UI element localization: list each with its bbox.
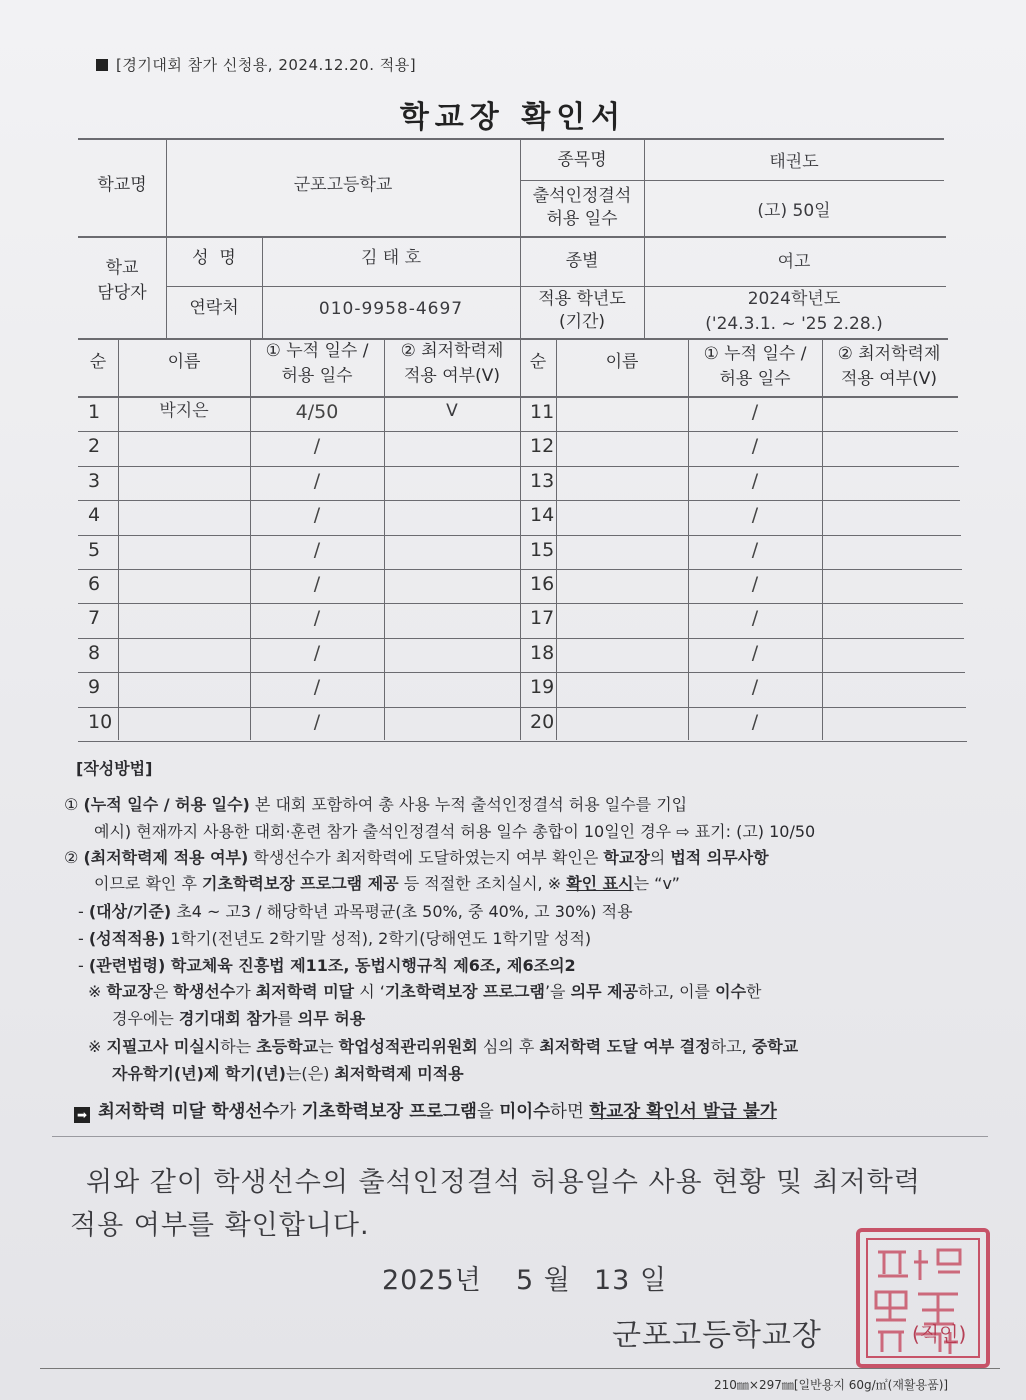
header-name-right: 이름 [605, 352, 639, 372]
instructions-title: [작성방법] [76, 759, 153, 778]
division-label: 종별 [565, 251, 599, 271]
row-number: 15 [530, 538, 555, 561]
row-number: 10 [88, 710, 113, 733]
days-cell: / [313, 607, 321, 630]
header-days-right-2: 허용 일수 [719, 369, 791, 389]
header-min-right-1: ② 최저학력제 [837, 344, 941, 364]
school-name-value: 군포고등학교 [293, 175, 393, 195]
days-cell: / [313, 538, 321, 561]
row-number: 9 [88, 676, 101, 699]
school-name-label: 학교명 [97, 175, 147, 195]
days-cell: / [751, 573, 759, 595]
days-cell: / [751, 710, 759, 733]
days-cell: / [751, 435, 759, 458]
days-cell: / [313, 641, 321, 664]
row-number: 16 [530, 573, 555, 595]
header-min-right-2: 적용 여부(V) [841, 369, 937, 389]
manager-label-2: 담당자 [97, 283, 147, 303]
date-day: 13 일 [594, 1265, 668, 1296]
date-month: 5 월 [516, 1265, 571, 1296]
paper-spec: 210㎜×297㎜[일반용지 60g/㎡(재활용품)] [714, 1378, 949, 1392]
form-usage-tag [96, 54, 416, 75]
instruction-line-3: ② (최저학력제 적용 여부) 학생선수가 최저학력에 도달하였는지 여부 확인은 학교장의 법적 의무사항 [64, 848, 769, 867]
confirm-line-1: 위와 같이 학생선수의 출석인정결석 허용일수 사용 현황 및 최저학력 [86, 1167, 921, 1198]
days-cell: / [751, 504, 759, 527]
square-bullet-icon [96, 59, 108, 71]
days-cell: / [313, 469, 321, 492]
row-number: 3 [88, 469, 101, 492]
header-no-right: 순 [529, 352, 547, 372]
row-number: 13 [530, 469, 555, 492]
row-number: 12 [530, 435, 555, 458]
instruction-line-12: ➡ 최저학력 미달 학생선수가 기초학력보장 프로그램을 미이수하면 학교장 확인서 발급 불가 [74, 1098, 777, 1123]
days-cell: / [313, 573, 321, 595]
row-number: 14 [530, 504, 555, 527]
school-year-value-1: 2024학년도 [747, 289, 841, 309]
division-value: 여고 [777, 252, 811, 272]
days-cell: / [751, 676, 759, 699]
row-number: 8 [88, 641, 101, 664]
row-number: 20 [530, 710, 555, 733]
days-cell: 4/50 [295, 401, 339, 423]
form-usage-text: [경기대회 참가 신청용, 2024.12.20. 적용] [116, 56, 417, 74]
row-number: 17 [530, 607, 555, 630]
days-cell: / [751, 607, 759, 630]
instruction-line-11: 자유학기(년)제 학기(년)는(은) 최저학력제 미적용 [112, 1064, 464, 1083]
contact-value: 010-9958-4697 [318, 299, 464, 319]
days-cell: / [751, 641, 759, 664]
days-cell: / [313, 710, 321, 733]
instruction-line-2: 예시) 현재까지 사용한 대회·훈련 참가 출석인정결석 허용 일수 총합이 10일인 경우 ⇨ 표기: (고) 10/50 [94, 822, 816, 841]
days-cell: / [313, 504, 321, 527]
school-year-value-2: ('24.3.1. ~ '25 2.28.) [705, 314, 883, 334]
event-label: 종목명 [557, 150, 607, 170]
days-cell: / [751, 469, 759, 492]
instruction-line-7: - (관련법령) 학교체육 진흥법 제11조, 동법시행규칙 제6조, 제6조의2 [78, 956, 576, 975]
days-cell: / [751, 401, 759, 423]
confirm-line-2: 적용 여부를 확인합니다. [70, 1210, 370, 1241]
seal-label: (직인) [912, 1322, 967, 1346]
header-days-left-2: 허용 일수 [281, 366, 353, 386]
instruction-line-1: ① (누적 일수 / 허용 일수) 본 대회 포함하여 총 사용 누적 출석인정결석 허용 일수를 기입 [64, 795, 688, 814]
document-title: 학교장 확인서 [399, 100, 627, 135]
instruction-line-5: - (대상/기준) 초4 ~ 고3 / 해당학년 과목평균(초 50%, 중 40%, 고 30%) 적용 [78, 902, 633, 921]
row-number: 19 [530, 676, 555, 699]
date-year: 2025년 [382, 1265, 482, 1296]
principal-name: 군포고등학교장 [612, 1318, 822, 1353]
allowed-days-label-1: 출석인정결석 [532, 186, 632, 206]
header-name-left: 이름 [167, 352, 201, 372]
row-number: 7 [88, 607, 101, 630]
instruction-line-8: ※ 학교장은 학생선수가 최저학력 미달 시 ‘기초학력보장 프로그램’을 의무 제공하고, 이를 이수한 [88, 982, 762, 1001]
row-number: 2 [88, 435, 101, 458]
instruction-line-4: 이므로 확인 후 기초학력보장 프로그램 제공 등 적절한 조치실시, ※ 확인 표시는 “v” [94, 874, 680, 893]
header-no-left: 순 [89, 352, 107, 372]
row-number: 1 [88, 401, 101, 423]
row-number: 11 [530, 401, 555, 423]
allowed-days-label-2: 허용 일수 [546, 209, 618, 229]
divider [52, 1136, 988, 1137]
instruction-line-10: ※ 지필고사 미실시하는 초등학교는 학업성적관리위원회 심의 후 최저학력 도달 여부 결정하고, 중학교 [88, 1037, 799, 1056]
row-number: 6 [88, 573, 101, 595]
contact-label: 연락처 [189, 298, 239, 318]
header-days-left-1: ① 누적 일수 / [265, 341, 369, 361]
allowed-days-value: (고) 50일 [757, 201, 831, 221]
official-seal-stamp [856, 1228, 990, 1368]
days-cell: / [313, 676, 321, 699]
row-number: 4 [88, 504, 101, 527]
days-cell: / [751, 538, 759, 561]
min-achievement-check-cell: V [446, 401, 458, 421]
header-min-left-2: 적용 여부(V) [404, 366, 500, 386]
row-number: 5 [88, 538, 101, 561]
instruction-line-9: 경우에는 경기대회 참가를 의무 허용 [112, 1009, 366, 1028]
header-days-right-1: ① 누적 일수 / [703, 344, 807, 364]
school-year-label-2: (기간) [558, 312, 606, 332]
header-min-left-1: ② 최저학력제 [400, 341, 504, 361]
student-name-cell: 박지은 [159, 401, 209, 421]
event-value: 태권도 [769, 152, 819, 172]
arrow-box-icon: ➡ [74, 1107, 90, 1123]
row-number: 18 [530, 641, 555, 664]
name-label: 성 명 [192, 248, 236, 268]
manager-label-1: 학교 [105, 258, 139, 278]
instruction-line-6: - (성적적용) 1학기(전년도 2학기말 성적), 2학기(당해연도 1학기말 성적) [78, 929, 592, 948]
manager-name-value: 김 태 호 [360, 248, 422, 268]
days-cell: / [313, 435, 321, 458]
school-year-label-1: 적용 학년도 [538, 289, 626, 309]
